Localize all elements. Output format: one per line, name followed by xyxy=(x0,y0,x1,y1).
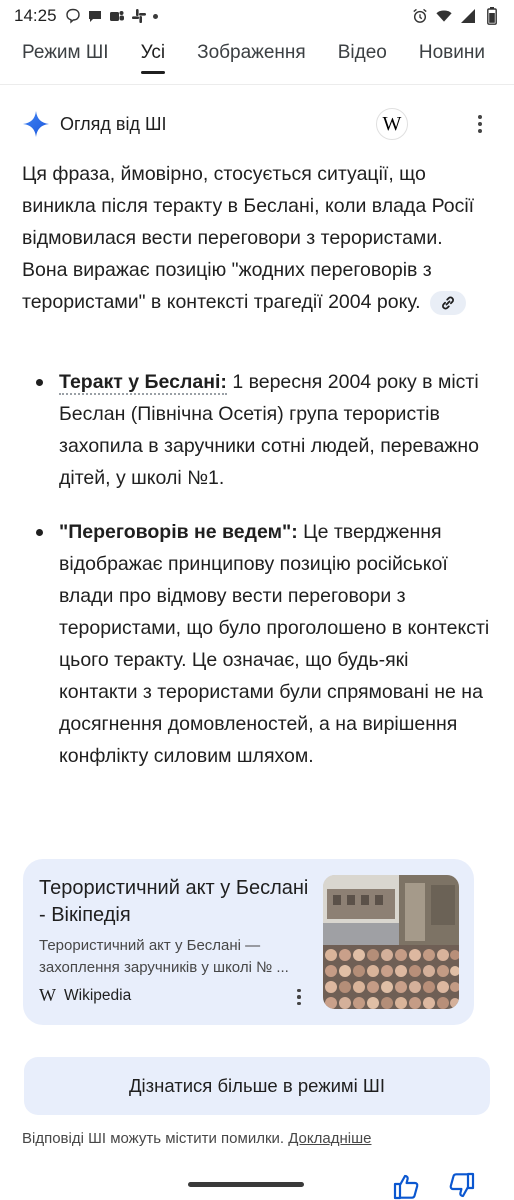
tab-ai-mode[interactable]: Режим ШІ xyxy=(22,42,109,63)
search-tabs xyxy=(0,34,514,78)
sparkle-icon xyxy=(22,110,50,138)
battery-icon xyxy=(484,8,500,24)
viber-icon xyxy=(65,8,81,24)
wikipedia-source-icon[interactable]: W xyxy=(376,108,408,140)
disclaimer-text: Відповіді ШІ можуть містити помилки. xyxy=(22,1130,285,1147)
signal-icon xyxy=(460,8,476,24)
tab-videos[interactable]: Відео xyxy=(337,42,387,63)
summary-text: Ця фраза, ймовірно, стосується ситуації, що виникла після теракту в Беслані, коли влада Росії відмовилася вести переговори з терористами. Вона виражає позицію "жодних переговорів з терористами" в контексті трагедії 2004 року. xyxy=(22,163,475,313)
teams-icon xyxy=(109,8,125,24)
bullet-text: 1 вересня 2004 року в місті Беслан (Північна Осетія) група терористів захопила в заручники сотні людей, переважно дітей, у школі №1. xyxy=(59,371,479,489)
tab-news[interactable]: Новини xyxy=(418,42,485,63)
bullet-heading[interactable]: Теракт у Беслані: xyxy=(59,371,227,393)
status-time: 14:25 xyxy=(14,6,57,25)
ai-overview-title: Огляд від ШІ xyxy=(60,113,167,134)
source-link-chip[interactable] xyxy=(430,291,466,315)
ai-overview-header xyxy=(22,104,492,144)
ai-overview-summary xyxy=(22,158,490,318)
bullet-heading: "Переговорів не ведем": xyxy=(59,521,298,543)
ai-disclaimer xyxy=(22,1130,371,1147)
slack-icon xyxy=(131,8,147,24)
dot-icon xyxy=(153,14,158,19)
bullet-text: Це твердження відображає принципову позицію російської влади про відмову вести переговори з терористами, що було проголошено в контексті цього теракту. Це означає, що будь-які контакти з терористами були спрямовані не на досягнення домовленостей, а на вирішення конфлікту силовим шляхом. xyxy=(59,521,490,767)
source-more-icon[interactable] xyxy=(293,987,305,1007)
list-item xyxy=(22,516,490,772)
source-site-name: Wikipedia xyxy=(64,986,132,1004)
notification-icons xyxy=(65,8,158,24)
thumbs-down-icon[interactable] xyxy=(448,1172,476,1200)
gesture-home-bar[interactable] xyxy=(188,1182,304,1187)
status-bar xyxy=(0,0,514,32)
system-icons xyxy=(412,8,500,24)
tabs-divider xyxy=(0,84,514,85)
source-card-title[interactable]: Терористичний акт у Беслані - Вікіпедія xyxy=(39,877,309,926)
source-card-snippet: Терористичний акт у Беслані — захоплення заручників у школі № ... xyxy=(39,937,289,976)
alarm-icon xyxy=(412,8,428,24)
list-item xyxy=(22,366,490,494)
ai-overview-bullets xyxy=(22,366,490,772)
learn-more-ai-mode-button[interactable]: Дізнатися більше в режимі ШІ xyxy=(24,1057,490,1115)
wifi-icon xyxy=(436,8,452,24)
chat-icon xyxy=(87,8,103,24)
thumbs-up-icon[interactable] xyxy=(392,1172,420,1200)
tab-all[interactable]: Усі xyxy=(141,34,166,78)
source-thumbnail[interactable] xyxy=(323,875,459,1009)
tab-images[interactable]: Зображення xyxy=(197,42,306,63)
link-icon xyxy=(440,295,456,311)
more-options-icon[interactable] xyxy=(470,110,490,138)
source-card[interactable] xyxy=(23,859,474,1025)
wikipedia-logo-icon: W xyxy=(39,985,56,1005)
learn-more-link[interactable]: Докладніше xyxy=(288,1130,372,1147)
source-site xyxy=(39,985,131,1006)
